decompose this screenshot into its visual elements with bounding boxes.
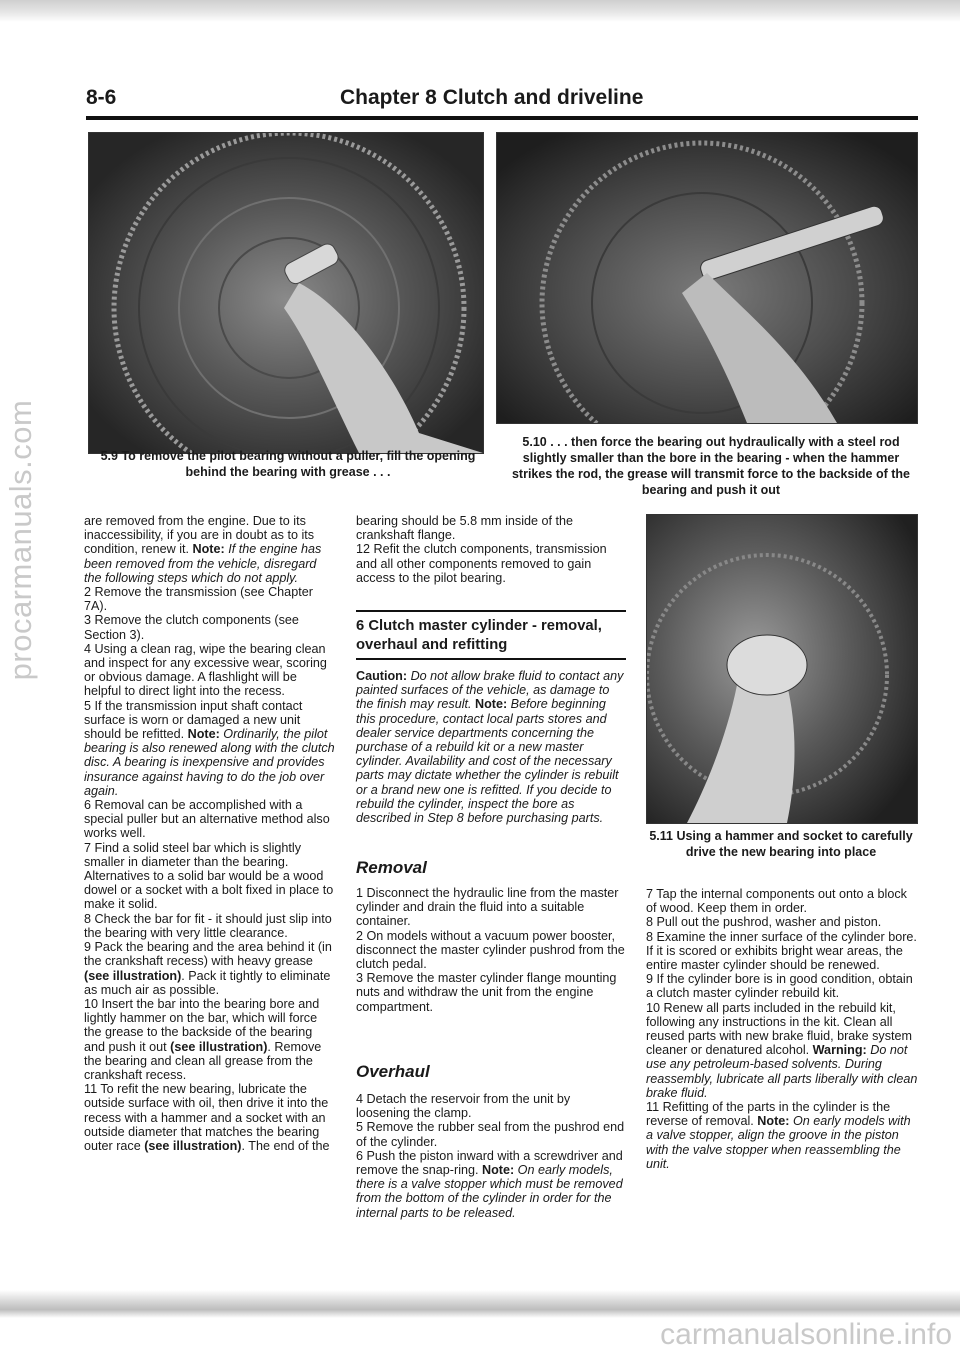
header-rule: [86, 116, 918, 120]
scan-bottom-edge: [0, 1290, 960, 1318]
step-11: 11 Refitting of the parts in the cylinder is the reverse of removal. Note: On early models with a valve stopper, align the groove in the piston with the valve stopper when reassembling the unit.: [646, 1100, 911, 1171]
scan-top-edge: [0, 0, 960, 22]
figure-5-11-photo: [646, 514, 918, 824]
step-3: 3 Remove the clutch components (see Section 3).: [84, 613, 299, 642]
step-4: 4 Detach the reservoir from the unit by loosening the clamp.: [356, 1092, 571, 1121]
paragraph: are removed from the engine. Due to its inaccessibility, if you are in doubt as to its condition, renew it. Note: If the engine has been removed from the vehicle, disregard the following steps which do not apply.: [84, 514, 322, 585]
paragraph: bearing should be 5.8 mm inside of the crankshaft flange.: [356, 514, 574, 543]
step-6: 6 Removal can be accomplished with a special puller but an alternative method also works well.: [84, 798, 330, 841]
step-8b: 8 Examine the inner surface of the cylinder bore. If it is scored or exhibits bright wear areas, the entire master cylinder should be renewed.: [646, 929, 917, 973]
page-number: 8-6: [86, 86, 117, 109]
side-watermark: procarmanuals.com: [3, 399, 38, 681]
step-9: 9 Pack the bearing and the area behind it (in the crankshaft recess) with heavy grease (see illustration). Pack it tightly to eliminate as much air as possible.: [84, 940, 332, 997]
step-7: 7 Tap the internal components out onto a block of wood. Keep them in order.: [646, 887, 907, 916]
step-8a: 8 Pull out the pushrod, washer and piston.: [646, 915, 882, 930]
step-2: 2 On models without a vacuum power booster, disconnect the master cylinder pushrod from the clutch pedal.: [356, 928, 625, 972]
page-header: [86, 86, 916, 118]
section-6-title: 6 Clutch master cylinder - removal, overhaul and refitting: [356, 618, 602, 653]
step-9: 9 If the cylinder bore is in good condition, obtain a clutch master cylinder rebuild kit.: [646, 972, 913, 1001]
step-1: 1 Disconnect the hydraulic line from the master cylinder and drain the fluid into a suitable container.: [356, 886, 619, 929]
overhaul-heading: Overhaul: [356, 1062, 430, 1081]
column-2-top: [356, 514, 626, 585]
step-6: 6 Push the piston inward with a screwdriver and remove the snap-ring. Note: On early models, there is a valve stopper which must be removed from the bottom of the cylinder in order for the internal parts to be released.: [356, 1148, 623, 1220]
step-5: 5 If the transmission input shaft contact surface is worn or damaged a new unit should be refitted. Note: Ordinarily, the pilot bearing is also renewed along with the clutch disc. A bearing is inexpensive and provides insurance against having to do the job over again.: [84, 698, 335, 798]
removal-steps: [356, 886, 626, 1014]
chapter-title: Chapter 8 Clutch and driveline: [340, 86, 644, 109]
step-11: 11 To refit the new bearing, lubricate the outside surface with oil, then drive it into the recess with a hammer and a socket with an outside diameter that matches the bearing outer race (see illustration). The end of the: [84, 1082, 330, 1153]
step-7: 7 Find a solid steel bar which is slightly smaller in diameter than the bearing. Alternatives to a solid bar would be a wood dowel or a socket with a bolt fixed in place to make it solid.: [84, 840, 334, 912]
step-3: 3 Remove the master cylinder flange mounting nuts and withdraw the unit from the engine compartment.: [356, 971, 617, 1014]
step-5: 5 Remove the rubber seal from the pushrod end of the cylinder.: [356, 1120, 625, 1149]
overhaul-steps: [356, 1092, 626, 1220]
step-8: 8 Check the bar for fit - it should just slip into the bearing with very little clearance.: [84, 911, 332, 940]
step-10: 10 Insert the bar into the bearing bore and lightly hammer on the bar, which will force the grease to the backside of the bearing and push it out (see illustration). Remove the bearing and clean all grease from the crankshaft recess.: [84, 996, 322, 1082]
step-2: 2 Remove the transmission (see Chapter 7A).: [84, 585, 313, 614]
column-3: [646, 887, 918, 1171]
column-1: [84, 514, 336, 1153]
figure-5-10-caption: 5.10 . . . then force the bearing out hydraulically with a steel rod slightly smaller than the bore in the bearing - when the hammer strikes the rod, the grease will transmit force to the backside of the bearing and push it out: [511, 435, 911, 497]
figure-5-11-caption: 5.11 Using a hammer and socket to carefully drive the new bearing into place: [649, 829, 913, 859]
removal-heading: Removal: [356, 858, 427, 877]
section-rule-bottom: [356, 658, 626, 660]
figure-5-9-photo: [88, 132, 484, 454]
section-rule-top: [356, 610, 626, 612]
bottom-watermark: carmanualsonline.info: [660, 1318, 952, 1351]
figure-5-10-photo: [496, 132, 918, 424]
step-4: 4 Using a clean rag, wipe the bearing clean and inspect for any excessive wear, scoring or obvious damage. A flashlight will be helpful to direct light into the recess.: [84, 641, 327, 699]
step-12: 12 Refit the clutch components, transmission and all other components removed to gain access to the pilot bearing.: [356, 542, 607, 585]
figure-5-9-caption: 5.9 To remove the pilot bearing without a puller, fill the opening behind the bearing with grease . . .: [100, 449, 476, 479]
step-10: 10 Renew all parts included in the rebuild kit, following any instructions in the kit. Clean all reused parts with new brake fluid, brake system cleaner or denatured alcohol. Warning: Do not use any petroleum-based solvents. During reassembly, lubricate all parts liberally with clean brake fluid.: [646, 1000, 918, 1100]
caution-block: Caution: Do not allow brake fluid to contact any painted surfaces of the vehicle, as damage to the finish may result. Note: Before beginning this procedure, contact local parts stores and dealer service departments concerning the purchase of a rebuild kit or a new master cylinder. Availability and cost of the necessary parts may dictate whether the cylinder is rebuilt or a brand new one is refitted. If you decide to rebuild the cylinder, inspect the bore as described in Step 8 before purchasing parts.: [356, 669, 624, 826]
